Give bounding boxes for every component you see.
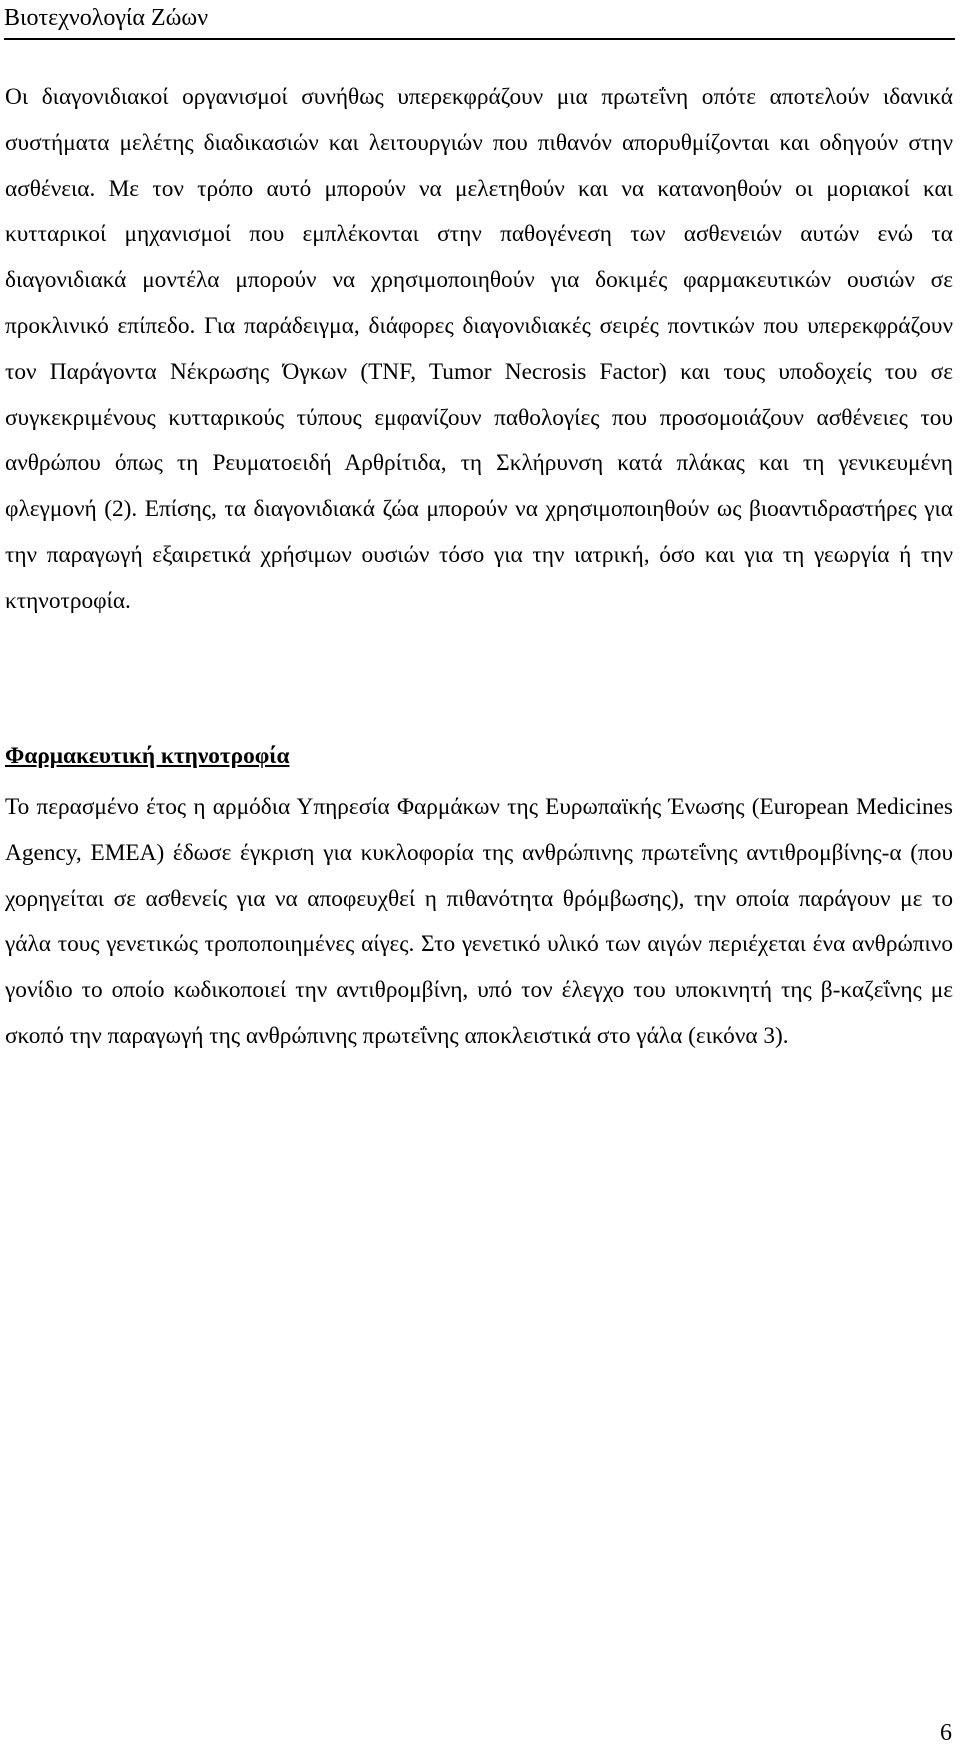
intro-paragraph: Οι διαγονιδιακοί οργανισμοί συνήθως υπερεκφράζουν μια πρωτεΐνη οπότε αποτελούν ιδανικά συστήματα μελέτης διαδικασιών και λειτουργιών που πιθανόν απορυθμίζονται και οδηγούν στην ασθένεια. Με τον τρόπο αυτό μπορούν να μελετηθούν και να κατανοηθούν οι μοριακοί και κυτταρικοί μηχανισμοί που εμπλέκονται στην παθογένεση των ασθενειών αυτών ενώ τα διαγονιδιακά μοντέλα μπορούν να χρησιμοποιηθούν για δοκιμές φαρμακευτικών ουσιών σε προκλινικό επίπεδο. Για παράδειγμα, διάφορες διαγονιδιακές σειρές ποντικών που υπερεκφράζουν τον Παράγοντα Νέκρωσης Όγκων (TNF, Tumor Necrosis Factor) και τους υποδοχείς του σε συγκεκριμένους κυτταρικούς τύπους εμφανίζουν παθολογίες που προσομοιάζουν ασθένειες του ανθρώπου όπως τη Ρευματοειδή Αρθρίτιδα, τη Σκλήρυνση κατά πλάκας και τη γενικευμένη φλεγμονή (2). Επίσης, τα διαγονιδιακά ζώα μπορούν να χρησιμοποιηθούν ως βιοαντιδραστήρες για την παραγωγή εξαιρετικά χρήσιμων ουσιών τόσο για την ιατρική, όσο και για τη γεωργία ή την κτηνοτροφία.: [5, 84, 953, 614]
page-header: [4, 2, 955, 40]
running-header-title: Βιοτεχνολογία Ζώων: [4, 5, 209, 31]
section-heading: Φαρμακευτική κτηνοτροφία: [5, 743, 290, 769]
page-number: 6: [940, 1720, 952, 1746]
pharma-paragraph: Το περασμένο έτος η αρμόδια Υπηρεσία Φαρμάκων της Ευρωπαϊκής Ένωσης (European Medicines Agency, EMEA) έδωσε έγκριση για κυκλοφορία της ανθρώπινης πρωτεΐνης αντιθρομβίνης-α (που χορηγείται σε ασθενείς για να αποφευχθεί η πιθανότητα θρόμβωσης), την οποία παράγουν με το γάλα τους γενετικώς τροποποιημένες αίγες. Στο γενετικό υλικό των αιγών περιέχεται ένα ανθρώπινο γονίδιο το οποίο κωδικοποιεί την αντιθρομβίνη, υπό τον έλεγχο του υποκινητή της β-καζεΐνης με σκοπό την παραγωγή της ανθρώπινης πρωτεΐνης αποκλειστικά στο γάλα (εικόνα 3).: [5, 794, 953, 1049]
